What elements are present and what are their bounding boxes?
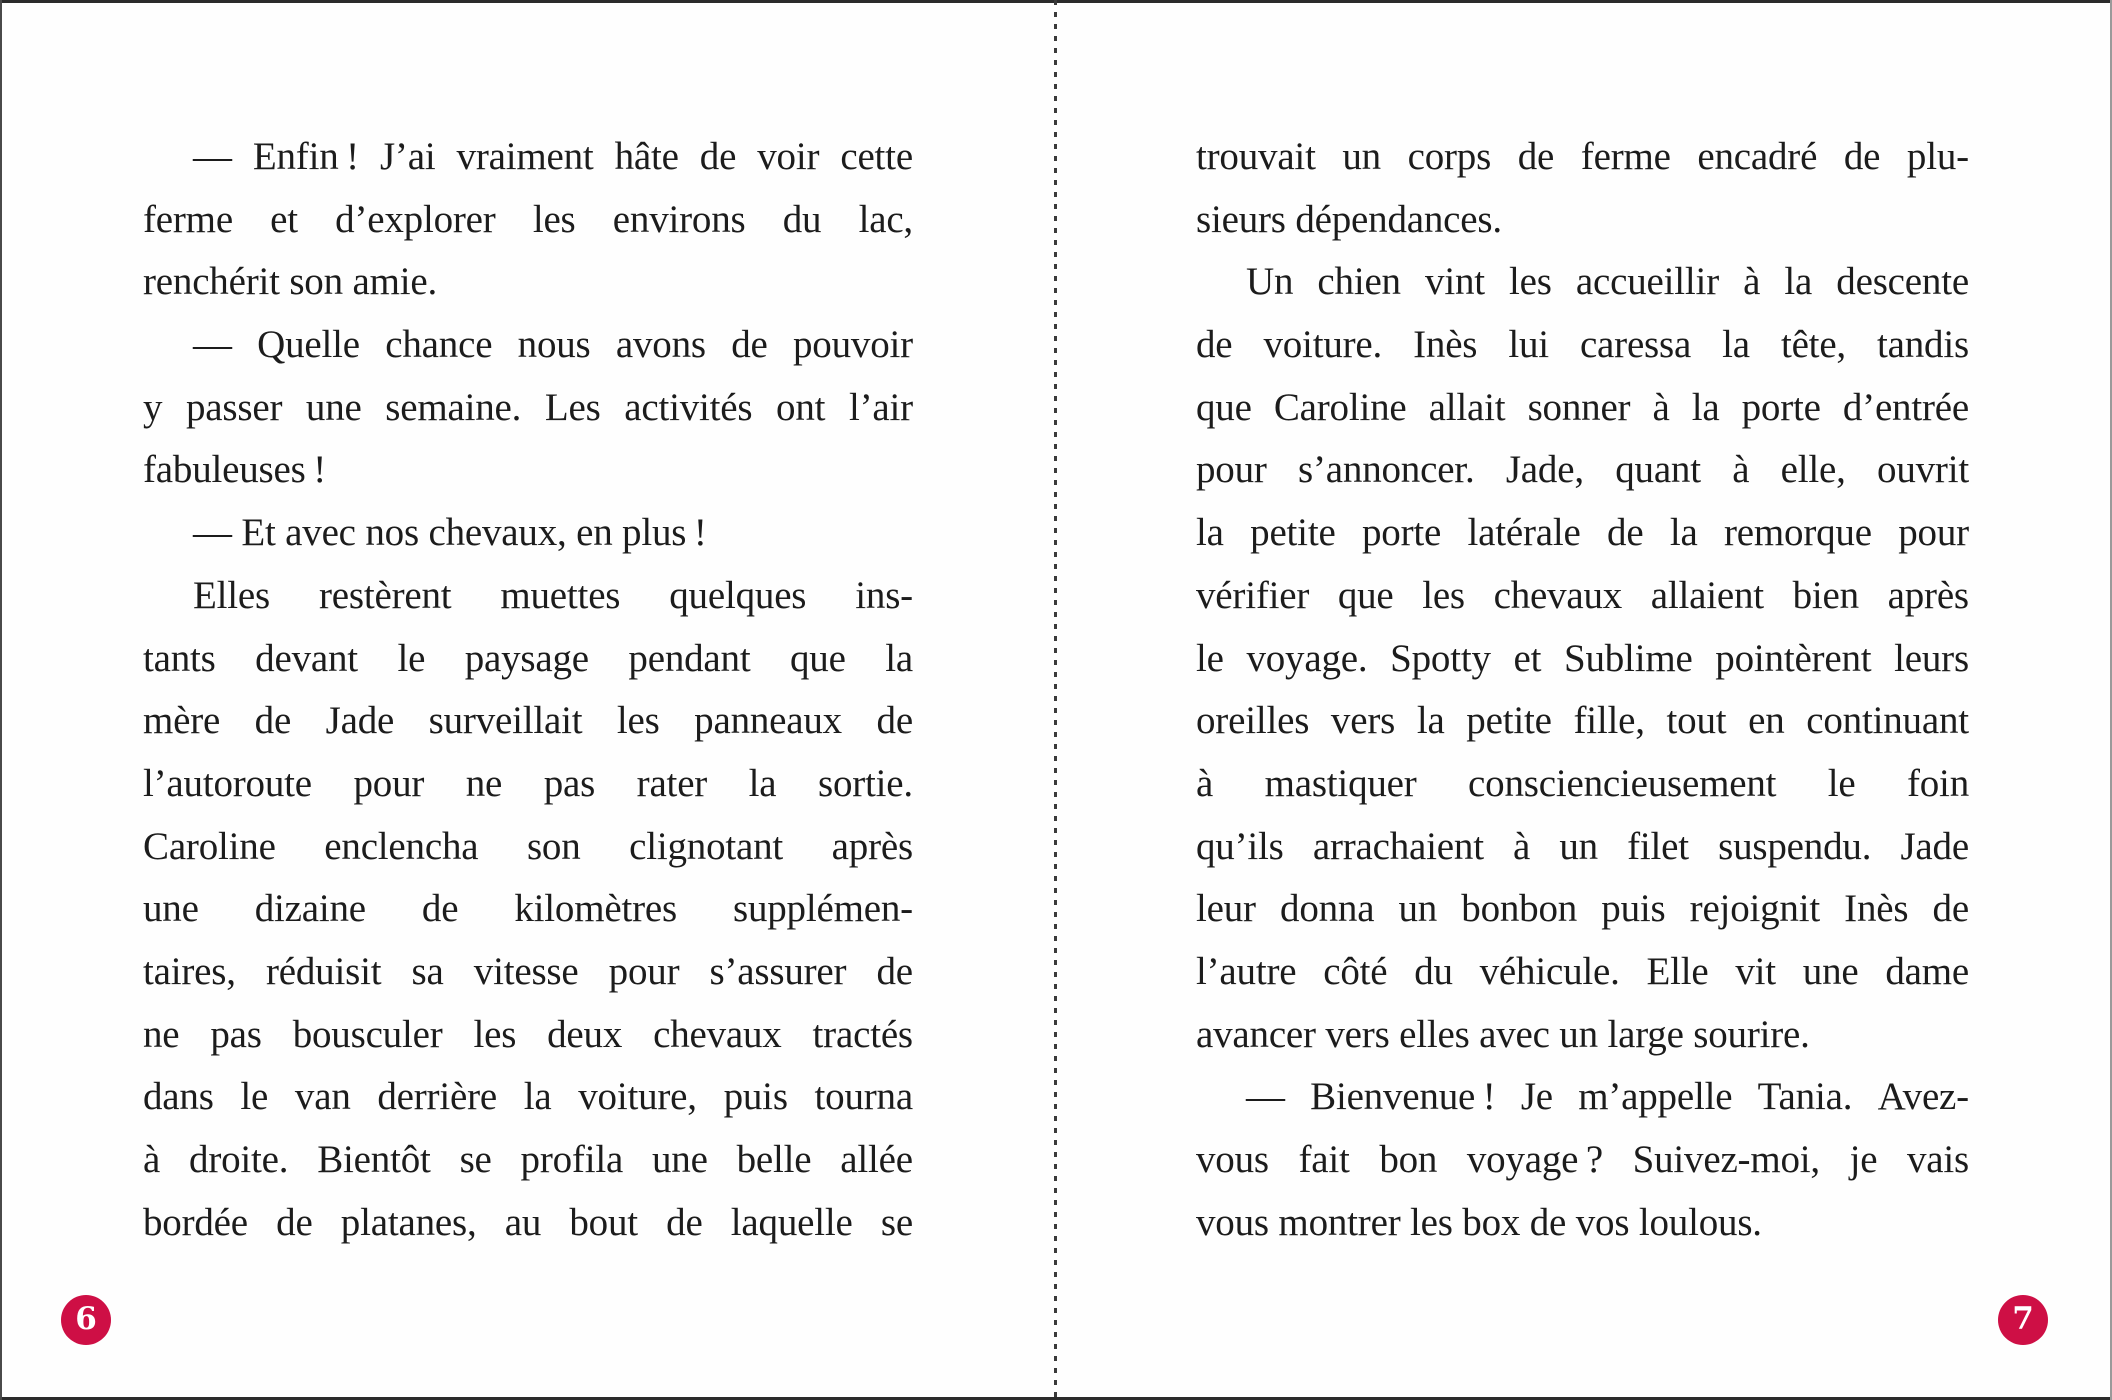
word: allée <box>840 1138 913 1181</box>
word: à <box>1196 761 1214 805</box>
word: y <box>143 385 163 429</box>
word: restèrent <box>318 573 452 617</box>
word: porte <box>1361 511 1442 555</box>
word: ins- <box>855 573 913 617</box>
word: caressa <box>1579 323 1692 367</box>
word: chance <box>385 323 493 367</box>
word: la <box>523 1075 552 1119</box>
word: son <box>526 824 581 868</box>
word: Avez- <box>1877 1075 1969 1119</box>
word: foin <box>1906 761 1969 805</box>
text-line: sieurs dépendances. <box>1196 197 1502 241</box>
text-line <box>143 941 913 1004</box>
word: vous <box>1196 1138 1269 1181</box>
word: — <box>1246 1075 1285 1119</box>
word: rater <box>636 761 708 805</box>
word: s’annoncer. <box>1298 448 1475 492</box>
word: leurs <box>1894 636 1969 680</box>
word: lac, <box>858 197 913 241</box>
word: allaient <box>1650 573 1764 617</box>
word: les <box>616 699 660 743</box>
word: le <box>240 1075 269 1119</box>
word: Sublime <box>1563 636 1693 680</box>
word: les <box>473 1012 517 1056</box>
word: voyage ? <box>1466 1138 1603 1181</box>
word: chevaux <box>653 1012 782 1056</box>
word: ouvrit <box>1877 448 1969 492</box>
word: vint <box>1425 260 1485 304</box>
word: activités <box>624 385 753 429</box>
word: — <box>193 323 232 367</box>
text-line <box>1196 816 1969 879</box>
text-line <box>1196 690 1969 753</box>
word: Jade, <box>1505 448 1584 492</box>
word: voir <box>757 135 820 178</box>
word: consciencieusement <box>1468 761 1777 805</box>
word: de <box>876 699 913 743</box>
word: à <box>1652 385 1670 429</box>
word: que <box>789 636 846 680</box>
word: une <box>652 1138 708 1181</box>
word: d’entrée <box>1842 385 1969 429</box>
word: donna <box>1280 887 1375 931</box>
word: ferme <box>1580 135 1671 178</box>
word: je <box>1849 1138 1878 1181</box>
word: les <box>532 197 576 241</box>
word: de <box>254 699 292 743</box>
word: latérale <box>1467 511 1581 555</box>
word: qu’ils <box>1196 824 1284 868</box>
word: la <box>1416 699 1445 743</box>
word: vraiment <box>456 135 594 178</box>
word: de <box>699 135 737 178</box>
word: à <box>143 1138 161 1181</box>
word: et <box>270 197 298 241</box>
text-line: — Et avec nos chevaux, en plus ! <box>193 511 707 555</box>
word: vers <box>1330 699 1396 743</box>
text-line <box>143 126 913 189</box>
word: taires, <box>143 949 236 993</box>
word: de <box>1196 323 1233 367</box>
word: le <box>397 636 426 680</box>
word: derrière <box>377 1075 497 1119</box>
word: sortie. <box>817 761 913 805</box>
word: dans <box>143 1075 214 1119</box>
word: petite <box>1466 699 1552 743</box>
word: tants <box>143 636 216 680</box>
word: kilomètres <box>514 887 677 931</box>
word: véhicule. <box>1479 949 1620 993</box>
text-line <box>1196 565 1969 628</box>
word: voiture. <box>1263 323 1383 367</box>
word: pour <box>353 761 425 805</box>
word: semaine. <box>385 385 522 429</box>
word: ont <box>776 385 826 429</box>
word: les <box>1509 260 1552 304</box>
word: pointèrent <box>1715 636 1872 680</box>
word: se <box>459 1138 492 1181</box>
word: de <box>731 323 768 367</box>
word: Les <box>544 385 601 429</box>
text-line <box>1196 1129 1969 1192</box>
text-line <box>1196 941 1969 1004</box>
text-line <box>143 753 913 816</box>
word: vais <box>1906 1138 1969 1181</box>
word: un <box>1398 887 1438 931</box>
word: J’ai <box>379 135 436 178</box>
word: Tania. <box>1757 1075 1853 1119</box>
word: oreilles <box>1196 699 1310 743</box>
word: quant <box>1615 448 1701 492</box>
word: la <box>1669 511 1698 555</box>
word: la <box>1196 511 1224 555</box>
text-line <box>143 314 913 377</box>
text-line <box>1196 878 1969 941</box>
word: sonner <box>1527 385 1631 429</box>
word: accueillir <box>1575 260 1719 304</box>
word: bon <box>1379 1138 1438 1181</box>
word: quelques <box>669 573 807 617</box>
text-line <box>1196 126 1969 189</box>
word: de <box>1843 135 1881 178</box>
text-line <box>1196 1066 1969 1129</box>
word: cette <box>840 135 913 178</box>
word: fille, <box>1573 699 1645 743</box>
word: Bienvenue ! <box>1310 1075 1496 1119</box>
page-number-badge-left <box>61 1295 111 1345</box>
word: Jade <box>1900 824 1969 868</box>
word: Caroline <box>143 824 276 868</box>
word: de <box>876 949 913 993</box>
scan-edge-left <box>0 0 2 1400</box>
word: les <box>1422 573 1465 617</box>
word: la <box>748 761 777 805</box>
text-line <box>143 878 913 941</box>
word: l’autre <box>1196 949 1297 993</box>
word: arrachaient <box>1312 824 1484 868</box>
word: tandis <box>1877 323 1969 367</box>
left-page-text-column <box>143 126 913 1254</box>
word: Caroline <box>1273 385 1407 429</box>
word: leur <box>1196 887 1256 931</box>
word: une <box>1802 949 1859 993</box>
word: voyage. <box>1246 636 1368 680</box>
text-line <box>143 377 913 440</box>
word: Elle <box>1646 949 1709 993</box>
word: — <box>193 135 232 178</box>
word: remorque <box>1723 511 1872 555</box>
word: après <box>831 824 913 868</box>
word: clignotant <box>629 824 784 868</box>
word: ferme <box>143 197 233 241</box>
word: puis <box>1601 887 1666 931</box>
word: de <box>666 1200 703 1244</box>
text-line: renchérit son amie. <box>143 260 437 304</box>
word: chien <box>1317 260 1401 304</box>
word: m’appelle <box>1578 1075 1733 1119</box>
word: enclencha <box>324 824 479 868</box>
word: s’assurer <box>709 949 847 993</box>
word: encadré <box>1697 135 1818 178</box>
word: corps <box>1407 135 1492 178</box>
word: supplémen- <box>732 887 913 931</box>
word: mastiquer <box>1264 761 1417 805</box>
word: Inès <box>1413 323 1478 367</box>
text-line <box>143 816 913 879</box>
text-line <box>1196 628 1969 691</box>
word: la <box>1784 260 1813 304</box>
text-line: avancer vers elles avec un large sourire. <box>1196 1012 1810 1056</box>
word: bordée <box>143 1200 248 1244</box>
word: vérifier <box>1196 573 1310 617</box>
word: tête, <box>1780 323 1846 367</box>
word: nous <box>517 323 591 367</box>
word: se <box>880 1200 913 1244</box>
word: l’air <box>848 385 913 429</box>
page-number-right: 7 <box>2012 1301 2034 1337</box>
word: pour <box>1196 448 1267 492</box>
text-line <box>1196 314 1969 377</box>
word: bonbon <box>1461 887 1578 931</box>
word: la <box>1691 385 1720 429</box>
word: profila <box>520 1138 624 1181</box>
word: platanes, <box>340 1200 477 1244</box>
word: paysage <box>464 636 589 680</box>
word: laquelle <box>730 1200 853 1244</box>
word: belle <box>736 1138 812 1181</box>
page-number-badge-right <box>1998 1295 2048 1345</box>
word: un <box>1559 824 1598 868</box>
word: continuant <box>1806 699 1969 743</box>
word: descente <box>1836 260 1969 304</box>
text-line <box>1196 377 1969 440</box>
text-line <box>143 1129 913 1192</box>
word: petite <box>1250 511 1336 555</box>
word: elle, <box>1780 448 1846 492</box>
word: vit <box>1735 949 1776 993</box>
word: Suivez-moi, <box>1632 1138 1820 1181</box>
word: chevaux <box>1493 573 1623 617</box>
word: que <box>1196 385 1252 429</box>
word: Quelle <box>257 323 360 367</box>
word: filet <box>1627 824 1689 868</box>
word: de <box>1517 135 1555 178</box>
word: pour <box>608 949 680 993</box>
word: que <box>1337 573 1394 617</box>
text-line <box>143 690 913 753</box>
text-line: fabuleuses ! <box>143 448 327 492</box>
word: dizaine <box>254 887 366 931</box>
word: de <box>1932 887 1969 931</box>
word: une <box>143 887 199 931</box>
word: Un <box>1246 260 1294 304</box>
word: porte <box>1741 385 1821 429</box>
word: Spotty <box>1390 636 1491 680</box>
word: au <box>504 1200 542 1244</box>
text-line <box>143 565 913 628</box>
text-line <box>143 628 913 691</box>
word: réduisit <box>265 949 382 993</box>
page-number-left: 6 <box>75 1301 97 1337</box>
word: van <box>294 1075 351 1119</box>
word: bien <box>1792 573 1859 617</box>
word: devant <box>255 636 358 680</box>
word: environs <box>612 197 746 241</box>
word: Inès <box>1844 887 1909 931</box>
word: trouvait <box>1196 135 1316 178</box>
word: pendant <box>628 636 751 680</box>
word: Elles <box>193 573 270 617</box>
word: à <box>1743 260 1761 304</box>
word: hâte <box>614 135 679 178</box>
word: après <box>1887 573 1969 617</box>
word: la <box>885 636 913 680</box>
word: sa <box>411 949 444 993</box>
text-line <box>143 1004 913 1067</box>
word: lui <box>1508 323 1549 367</box>
page-fold-dashed-divider <box>1054 0 1057 1400</box>
word: d’explorer <box>335 197 496 241</box>
text-line <box>143 1192 913 1255</box>
word: fait <box>1298 1138 1350 1181</box>
word: de <box>1607 511 1644 555</box>
word: passer <box>185 385 283 429</box>
word: tout <box>1666 699 1727 743</box>
word: en <box>1748 699 1785 743</box>
text-line <box>1196 439 1969 502</box>
word: l’autoroute <box>143 761 312 805</box>
word: de <box>421 887 459 931</box>
word: Bientôt <box>317 1138 431 1181</box>
word: et <box>1513 636 1542 680</box>
word: allait <box>1428 385 1506 429</box>
text-line: vous montrer les box de vos loulous. <box>1196 1200 1762 1244</box>
word: à <box>1513 824 1531 868</box>
right-page-text-column <box>1196 126 1969 1254</box>
word: mère <box>143 699 221 743</box>
word: panneaux <box>694 699 842 743</box>
word: bousculer <box>292 1012 443 1056</box>
word: plu- <box>1906 135 1969 178</box>
word: pour <box>1898 511 1969 555</box>
word: voiture, <box>578 1075 697 1119</box>
word: bout <box>569 1200 638 1244</box>
word: pas <box>210 1012 262 1056</box>
word: muettes <box>500 573 621 617</box>
word: à <box>1732 448 1750 492</box>
word: tractés <box>812 1012 913 1056</box>
word: un <box>1342 135 1381 178</box>
word: la <box>1722 323 1750 367</box>
text-line <box>1196 251 1969 314</box>
word: une <box>305 385 362 429</box>
word: du <box>782 197 822 241</box>
word: du <box>1414 949 1453 993</box>
word: le <box>1827 761 1856 805</box>
word: ne <box>143 1012 180 1056</box>
word: côté <box>1323 949 1388 993</box>
text-line <box>143 1066 913 1129</box>
text-line <box>1196 502 1969 565</box>
word: deux <box>547 1012 623 1056</box>
word: Enfin ! <box>252 135 359 178</box>
word: vitesse <box>473 949 579 993</box>
word: surveillait <box>428 699 583 743</box>
word: puis <box>723 1075 788 1119</box>
word: Je <box>1520 1075 1553 1119</box>
word: suspendu. <box>1718 824 1872 868</box>
word: Jade <box>325 699 395 743</box>
word: tourna <box>814 1075 913 1119</box>
word: le <box>1196 636 1224 680</box>
word: dame <box>1885 949 1969 993</box>
word: de <box>276 1200 313 1244</box>
word: avons <box>615 323 706 367</box>
word: pouvoir <box>793 323 913 367</box>
word: pas <box>543 761 596 805</box>
word: ne <box>465 761 503 805</box>
text-line <box>1196 753 1969 816</box>
text-line <box>143 189 913 252</box>
word: droite. <box>189 1138 289 1181</box>
word: rejoignit <box>1689 887 1820 931</box>
